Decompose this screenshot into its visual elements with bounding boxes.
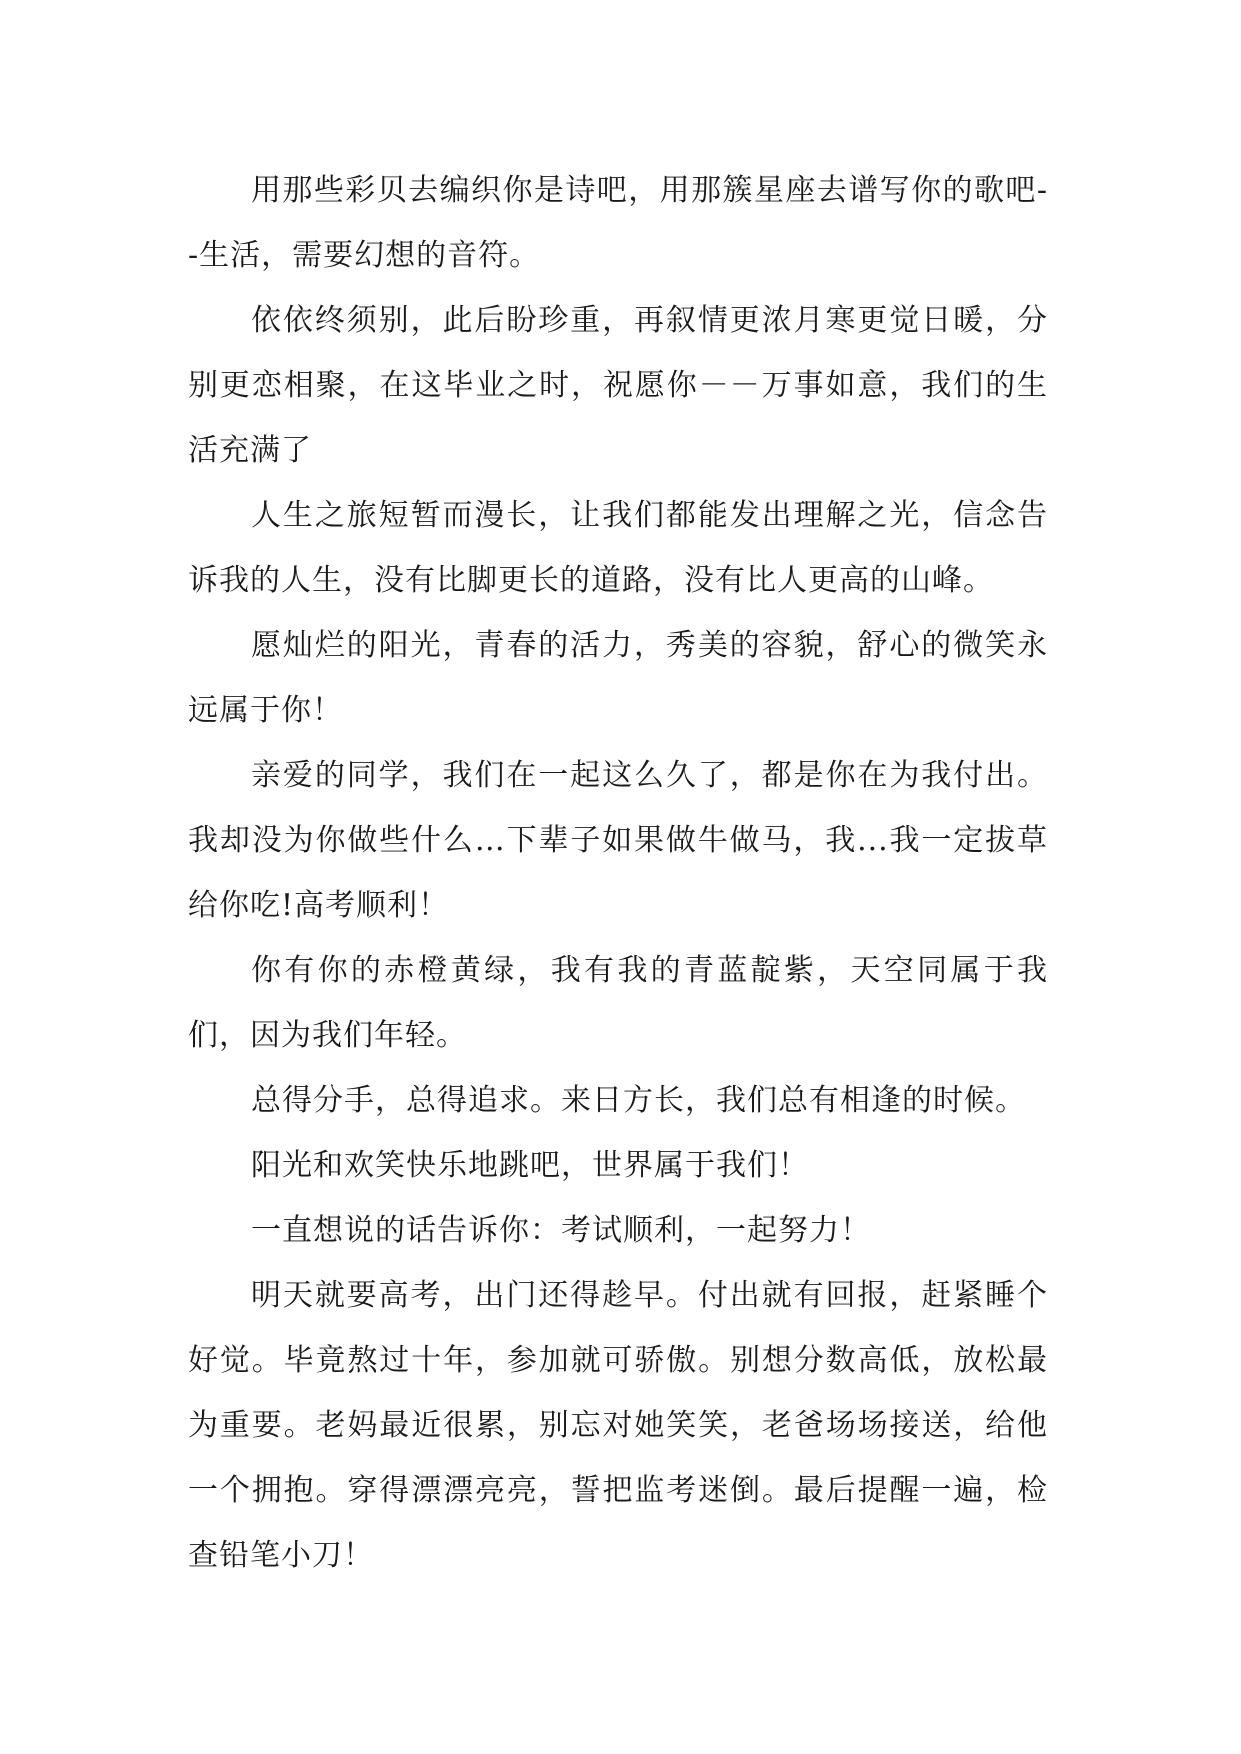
paragraph-4: 愿灿烂的阳光，青春的活力，秀美的容貌，舒心的微笑永远属于你！: [188, 628, 1048, 728]
paragraph-5: 亲爱的同学，我们在一起这么久了，都是你在为我付出。我却没为你做些什么…下辈子如果做牛做马，我...我一定拔草给你吃!高考顺利！: [188, 758, 1048, 923]
paragraph-2: 依依终须别，此后盼珍重，再叙情更浓月寒更觉日暖，分别更恋相聚，在这毕业之时，祝愿你－－万事如意，我们的生活充满了: [188, 303, 1048, 468]
paragraph-10: 明天就要高考，出门还得趁早。付出就有回报，赶紧睡个好觉。毕竟熬过十年，参加就可骄傲。别想分数高低，放松最为重要。老妈最近很累，别忘对她笑笑，老爸场场接送，给他一个拥抱。穿得漂漂亮亮，誓把监考迷倒。最后提醒一遍，检查铅笔小刀！: [188, 1278, 1048, 1573]
paragraph-7: 总得分手，总得追求。来日方长，我们总有相逢的时候。: [251, 1083, 1026, 1118]
paragraph-6: 你有你的赤橙黄绿，我有我的青蓝靛紫，天空同属于我们，因为我们年轻。: [188, 953, 1048, 1053]
paragraph-9: 一直想说的话告诉你：考试顺利，一起努力！: [251, 1213, 871, 1248]
paragraph-8: 阳光和欢笑快乐地跳吧，世界属于我们！: [251, 1148, 809, 1183]
document-body: [188, 158, 1048, 1588]
paragraph-1: 用那些彩贝去编织你是诗吧，用那簇星座去谱写你的歌吧--生活，需要幻想的音符。: [188, 173, 1048, 273]
paragraph-3: 人生之旅短暂而漫长，让我们都能发出理解之光，信念告诉我的人生，没有比脚更长的道路，没有比人更高的山峰。: [188, 498, 1048, 598]
